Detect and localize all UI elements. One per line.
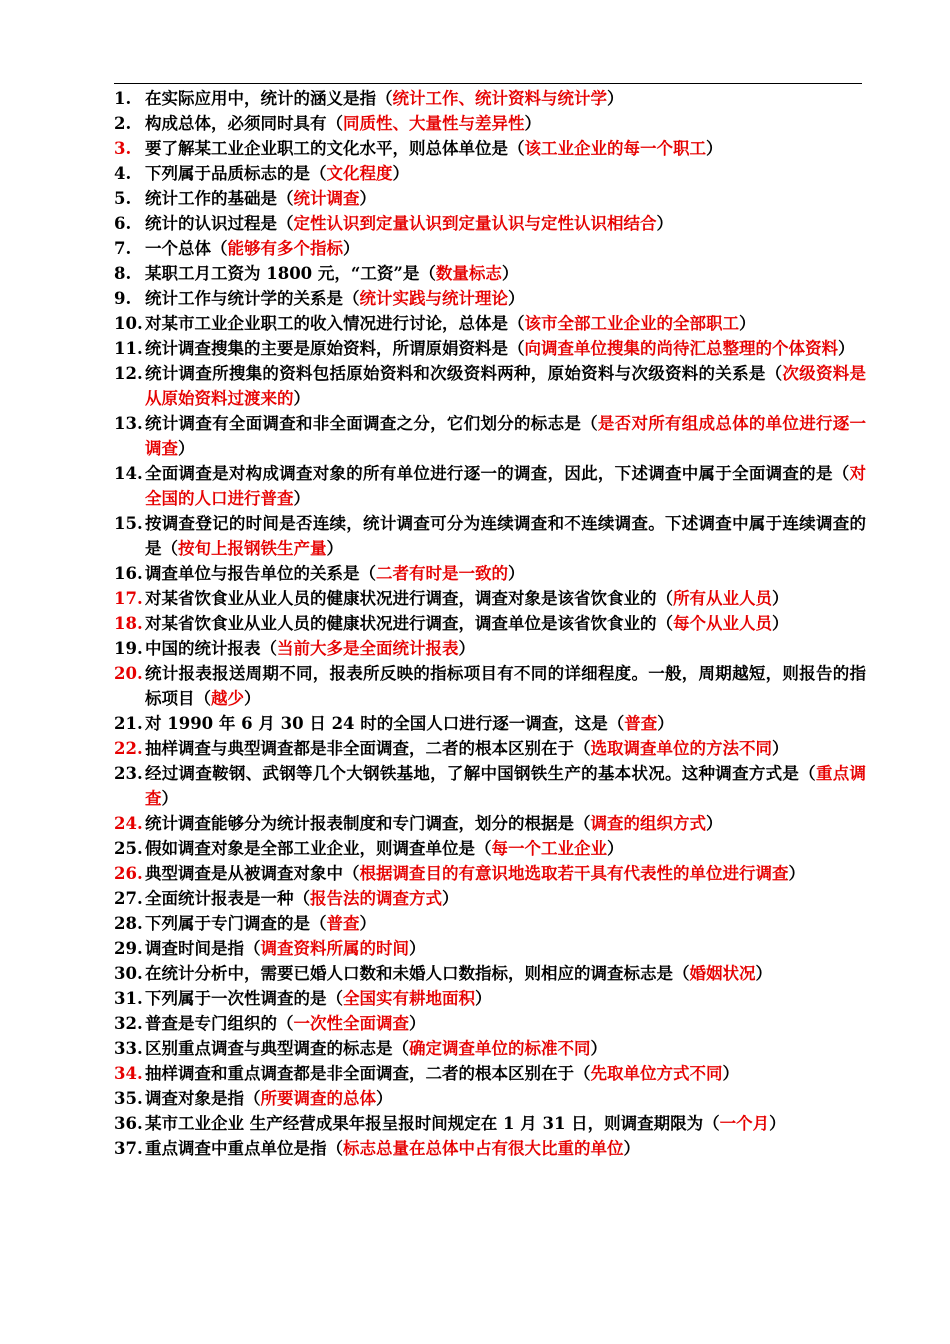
question-text xyxy=(145,136,866,161)
question-item xyxy=(114,1111,866,1136)
question-number: 6. xyxy=(114,214,132,233)
question-number: 15. xyxy=(114,514,143,533)
closing-paren: ） xyxy=(442,889,459,908)
answer-text: 统计工作、统计资料与统计学 xyxy=(392,89,607,108)
question-number: 5. xyxy=(114,189,132,208)
question-item xyxy=(114,861,866,886)
closing-paren: ） xyxy=(409,1014,426,1033)
question-stem: 调查对象是指（ xyxy=(145,1089,261,1108)
question-item xyxy=(114,461,866,511)
question-text xyxy=(145,911,866,936)
closing-paren: ） xyxy=(657,714,674,733)
question-text xyxy=(145,1136,866,1161)
question-number: 31. xyxy=(114,989,143,1008)
question-number: 19. xyxy=(114,639,143,658)
answer-text: 标志总量在总体中占有很大比重的单位 xyxy=(343,1139,624,1158)
question-stem: 调查时间是指（ xyxy=(145,939,261,958)
question-item xyxy=(114,311,866,336)
question-item xyxy=(114,586,866,611)
answer-text: 婚姻状况 xyxy=(689,964,756,983)
question-text xyxy=(145,886,866,911)
closing-paren: ） xyxy=(359,189,376,208)
question-item xyxy=(114,161,866,186)
question-number: 18. xyxy=(114,614,143,633)
answer-text: 选取调查单位的方法不同 xyxy=(590,739,772,758)
answer-text: 根据调查目的有意识地选取若干具有代表性的单位进行调查 xyxy=(359,864,789,883)
question-number: 33. xyxy=(114,1039,143,1058)
question-item xyxy=(114,886,866,911)
answer-text: 向调查单位搜集的尚待汇总整理的个体资料 xyxy=(524,339,838,358)
answer-text: 一个月 xyxy=(719,1114,770,1133)
question-text xyxy=(145,661,866,711)
answer-text: 同质性、大量性与差异性 xyxy=(343,114,525,133)
question-stem: 抽样调查与典型调查都是非全面调查，二者的根本区别在于（ xyxy=(145,739,591,758)
closing-paren: ） xyxy=(161,789,178,808)
question-item xyxy=(114,961,866,986)
question-text xyxy=(145,586,866,611)
question-item xyxy=(114,836,866,861)
question-item xyxy=(114,136,866,161)
answer-text: 每个从业人员 xyxy=(673,614,772,633)
question-number: 36. xyxy=(114,1114,143,1133)
answer-text: 重点调查 xyxy=(145,764,867,808)
question-number: 37. xyxy=(114,1139,143,1158)
closing-paren: ） xyxy=(607,89,624,108)
question-text xyxy=(145,811,866,836)
closing-paren: ） xyxy=(178,439,195,458)
question-stem: 统计调查有全面调查和非全面调查之分，它们划分的标志是（ xyxy=(145,414,598,433)
answer-text: 次级资料是从原始资料过渡来的 xyxy=(145,364,867,408)
closing-paren: ） xyxy=(524,114,541,133)
question-number: 35. xyxy=(114,1089,143,1108)
answer-text: 确定调查单位的标准不同 xyxy=(409,1039,591,1058)
question-text xyxy=(145,261,866,286)
answer-text: 当前大多是全面统计报表 xyxy=(277,639,459,658)
question-stem: 构成总体，必须同时具有（ xyxy=(145,114,343,133)
question-number: 9. xyxy=(114,289,132,308)
question-text xyxy=(145,511,866,561)
answer-text: 统计调查 xyxy=(293,189,360,208)
answer-text: 普查 xyxy=(326,914,360,933)
answer-text: 报告法的调查方式 xyxy=(310,889,442,908)
closing-paren: ） xyxy=(475,989,492,1008)
question-item xyxy=(114,1136,866,1161)
question-item xyxy=(114,1086,866,1111)
closing-paren: ） xyxy=(607,839,624,858)
answer-text: 能够有多个指标 xyxy=(227,239,343,258)
question-number: 24. xyxy=(114,814,143,833)
closing-paren: ） xyxy=(788,864,805,883)
question-stem: 要了解某工业企业职工的文化水平，则总体单位是（ xyxy=(145,139,525,158)
question-list xyxy=(114,86,866,1161)
question-number: 28. xyxy=(114,914,143,933)
question-stem: 典型调查是从被调查对象中（ xyxy=(145,864,360,883)
closing-paren: ） xyxy=(409,939,426,958)
question-stem: 全面调查是对构成调查对象的所有单位进行逐一的调查，因此，下述调查中属于全面调查的是（ xyxy=(145,464,850,483)
question-item xyxy=(114,811,866,836)
question-number: 16. xyxy=(114,564,143,583)
question-text xyxy=(145,186,866,211)
question-item xyxy=(114,936,866,961)
question-number: 32. xyxy=(114,1014,143,1033)
question-text xyxy=(145,861,866,886)
closing-paren: ） xyxy=(244,689,261,708)
header-rule xyxy=(114,83,862,84)
question-stem: 普查是专门组织的（ xyxy=(145,1014,294,1033)
question-item xyxy=(114,86,866,111)
closing-paren: ） xyxy=(508,289,525,308)
question-text xyxy=(145,561,866,586)
question-text xyxy=(145,961,866,986)
answer-text: 越少 xyxy=(211,689,244,708)
closing-paren: ） xyxy=(501,264,519,283)
question-text xyxy=(145,1061,866,1086)
question-text xyxy=(145,986,866,1011)
closing-paren: ） xyxy=(508,564,525,583)
question-stem: 对某市工业企业职工的收入情况进行讨论，总体是（ xyxy=(145,314,525,333)
answer-text: 二者有时是一致的 xyxy=(376,564,508,583)
question-item xyxy=(114,361,866,411)
question-stem: 区别重点调查与典型调查的标志是（ xyxy=(145,1039,409,1058)
answer-text: 所有从业人员 xyxy=(673,589,772,608)
question-number: 23. xyxy=(114,764,143,783)
closing-paren: ） xyxy=(755,964,772,983)
question-stem: 在实际应用中，统计的涵义是指（ xyxy=(145,89,393,108)
question-stem: 统计的认识过程是（ xyxy=(145,214,294,233)
closing-paren: ） xyxy=(656,214,673,233)
question-number: 34. xyxy=(114,1064,143,1083)
question-stem: 经过调查鞍钢、武钢等几个大钢铁基地，了解中国钢铁生产的基本状况。这种调查方式是（ xyxy=(145,764,816,783)
closing-paren: ） xyxy=(838,339,855,358)
closing-paren: ） xyxy=(293,389,310,408)
question-text xyxy=(145,111,866,136)
question-text xyxy=(145,86,866,111)
question-number: 11. xyxy=(114,339,143,358)
question-text xyxy=(145,836,866,861)
question-item xyxy=(114,261,866,286)
question-number: 8. xyxy=(114,264,132,283)
closing-paren: ） xyxy=(706,814,723,833)
question-number: 17. xyxy=(114,589,143,608)
question-text xyxy=(145,1036,866,1061)
question-number: 21. xyxy=(114,714,143,733)
closing-paren: ） xyxy=(458,639,475,658)
question-item xyxy=(114,911,866,936)
question-text xyxy=(145,286,866,311)
question-item xyxy=(114,1036,866,1061)
question-number: 22. xyxy=(114,739,143,758)
question-item xyxy=(114,411,866,461)
answer-text: 先取单位方式不同 xyxy=(590,1064,723,1083)
question-text xyxy=(145,411,866,461)
question-stem: 对 1990 年 6 月 30 日 24 时的全国人口进行逐一调查，这是（ xyxy=(145,714,625,733)
question-item xyxy=(114,661,866,711)
answer-text: 全国实有耕地面积 xyxy=(343,989,475,1008)
closing-paren: ） xyxy=(392,164,409,183)
question-text xyxy=(145,236,866,261)
question-number: 3. xyxy=(114,139,132,158)
question-stem: 统计调查所搜集的资料包括原始资料和次级资料两种，原始资料与次级资料的关系是（ xyxy=(145,364,783,383)
question-text xyxy=(145,211,866,236)
answer-text: 对全国的人口进行普查 xyxy=(145,464,866,508)
question-number: 12. xyxy=(114,364,143,383)
question-text xyxy=(145,1086,866,1111)
question-text xyxy=(145,1011,866,1036)
closing-paren: ） xyxy=(722,1064,739,1083)
question-item xyxy=(114,736,866,761)
answer-text: 普查 xyxy=(624,714,658,733)
question-stem: 一个总体（ xyxy=(145,239,228,258)
question-number: 7. xyxy=(114,239,132,258)
question-item xyxy=(114,336,866,361)
answer-text: 一次性全面调查 xyxy=(293,1014,409,1033)
question-stem: 下列属于一次性调查的是（ xyxy=(145,989,343,1008)
question-stem: 统计调查搜集的主要是原始资料，所谓原娟资料是（ xyxy=(145,339,525,358)
question-stem: 下列属于品质标志的是（ xyxy=(145,164,327,183)
question-stem: 对某省饮食业从业人员的健康状况进行调查，调查单位是该省饮食业的（ xyxy=(145,614,673,633)
question-text xyxy=(145,311,866,336)
closing-paren: ） xyxy=(590,1039,607,1058)
closing-paren: ） xyxy=(772,739,789,758)
question-item xyxy=(114,986,866,1011)
answer-text: 文化程度 xyxy=(326,164,393,183)
question-number: 14. xyxy=(114,464,143,483)
question-stem: 统计调查能够分为统计报表制度和专门调查，划分的根据是（ xyxy=(145,814,591,833)
closing-paren: ） xyxy=(359,914,376,933)
question-text xyxy=(145,761,866,811)
question-number: 25. xyxy=(114,839,143,858)
answer-text: 按旬上报钢铁生产量 xyxy=(178,539,327,558)
question-number: 2. xyxy=(114,114,132,133)
answer-text: 定性认识到定量认识到定量认识与定性认识相结合 xyxy=(293,214,657,233)
question-stem: 调查单位与报告单位的关系是（ xyxy=(145,564,376,583)
closing-paren: ） xyxy=(739,314,756,333)
answer-text: 该市全部工业企业的全部职工 xyxy=(524,314,739,333)
question-text xyxy=(145,461,866,511)
question-number: 10. xyxy=(114,314,143,333)
question-item xyxy=(114,636,866,661)
question-item xyxy=(114,561,866,586)
closing-paren: ） xyxy=(706,139,723,158)
question-stem: 某职工月工资为 1800 元，“工资”是（ xyxy=(145,264,436,283)
question-stem: 对某省饮食业从业人员的健康状况进行调查，调查对象是该省饮食业的（ xyxy=(145,589,673,608)
question-text xyxy=(145,361,866,411)
question-item xyxy=(114,761,866,811)
question-item xyxy=(114,236,866,261)
closing-paren: ） xyxy=(769,1114,786,1133)
question-text xyxy=(145,336,866,361)
question-stem: 重点调查中重点单位是指（ xyxy=(145,1139,343,1158)
question-stem: 假如调查对象是全部工业企业，则调查单位是（ xyxy=(145,839,492,858)
question-text xyxy=(145,161,866,186)
answer-text: 调查的组织方式 xyxy=(590,814,706,833)
question-item xyxy=(114,611,866,636)
question-text xyxy=(145,611,866,636)
question-stem: 统计报表报送周期不同，报表所反映的指标项目有不同的详细程度。一般，周期越短，则报告的指标项目（ xyxy=(145,664,866,708)
question-item xyxy=(114,1061,866,1086)
question-item xyxy=(114,511,866,561)
answer-text: 每一个工业企业 xyxy=(491,839,607,858)
question-stem: 在统计分析中，需要已婚人口数和未婚人口数指标，则相应的调查标志是（ xyxy=(145,964,690,983)
question-item xyxy=(114,711,866,736)
question-stem: 全面统计报表是一种（ xyxy=(145,889,310,908)
answer-text: 统计实践与统计理论 xyxy=(359,289,508,308)
answer-text: 是否对所有组成总体的单位进行逐一调查 xyxy=(145,414,867,458)
answer-text: 所要调查的总体 xyxy=(260,1089,376,1108)
closing-paren: ） xyxy=(376,1089,393,1108)
closing-paren: ） xyxy=(293,489,310,508)
question-stem: 统计工作与统计学的关系是（ xyxy=(145,289,360,308)
closing-paren: ） xyxy=(772,589,789,608)
answer-text: 该工业企业的每一个职工 xyxy=(524,139,706,158)
question-stem: 抽样调查和重点调查都是非全面调查，二者的根本区别在于（ xyxy=(145,1064,591,1083)
question-number: 30. xyxy=(114,964,143,983)
question-text xyxy=(145,936,866,961)
question-item xyxy=(114,186,866,211)
answer-text: 调查资料所属的时间 xyxy=(260,939,409,958)
question-number: 29. xyxy=(114,939,143,958)
question-stem: 按调查登记的时间是否连续，统计调查可分为连续调查和不连续调查。下述调查中属于连续调查的是（ xyxy=(145,514,866,558)
question-number: 20. xyxy=(114,664,143,683)
question-text xyxy=(145,1111,866,1136)
closing-paren: ） xyxy=(343,239,360,258)
closing-paren: ） xyxy=(326,539,343,558)
question-number: 4. xyxy=(114,164,132,183)
closing-paren: ） xyxy=(623,1139,640,1158)
closing-paren: ） xyxy=(772,614,789,633)
question-item xyxy=(114,286,866,311)
question-number: 13. xyxy=(114,414,143,433)
question-stem: 统计工作的基础是（ xyxy=(145,189,294,208)
question-item xyxy=(114,111,866,136)
question-stem: 某市工业企业 生产经营成果年报呈报时间规定在 1 月 31 日，则调查期限为（ xyxy=(145,1114,720,1133)
question-stem: 中国的统计报表（ xyxy=(145,639,277,658)
question-text xyxy=(145,711,866,736)
question-item xyxy=(114,211,866,236)
answer-text: 数量标志 xyxy=(435,264,502,283)
question-stem: 下列属于专门调查的是（ xyxy=(145,914,327,933)
question-text xyxy=(145,636,866,661)
question-number: 26. xyxy=(114,864,143,883)
question-number: 1. xyxy=(114,89,132,108)
question-text xyxy=(145,736,866,761)
question-item xyxy=(114,1011,866,1036)
question-number: 27. xyxy=(114,889,143,908)
